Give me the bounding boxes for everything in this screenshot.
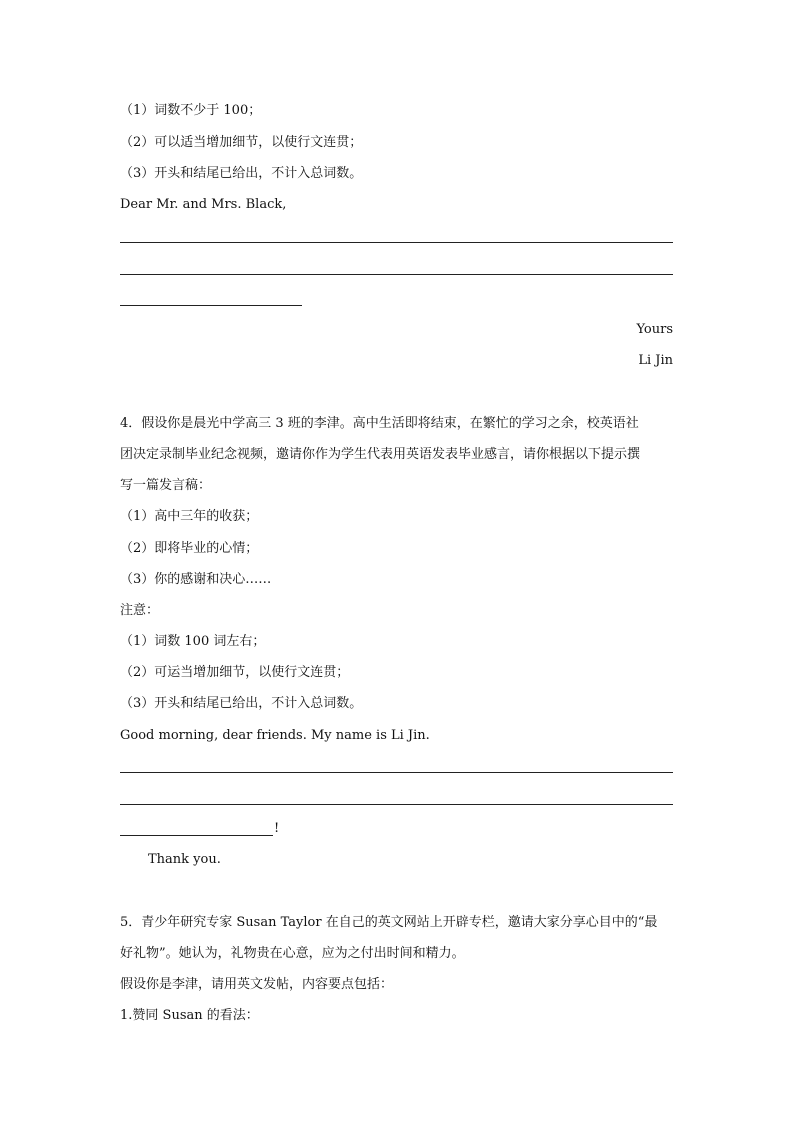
question-5-prompt-line-1: 5．青少年研究专家 Susan Taylor 在自己的英文网站上开辟专栏，邀请大家分享心目中的“最 xyxy=(120,915,658,930)
requirement-3: （3）开头和结尾已给出，不计入总词数。 xyxy=(120,696,363,711)
requirement-1: （1）词数不少于 100； xyxy=(120,103,262,118)
requirement-2: （2）可运当增加细节，以使行文连贯； xyxy=(120,665,350,680)
answer-line-short[interactable] xyxy=(120,305,302,306)
closing-signature: Li Jin xyxy=(638,353,673,368)
requirement-1: （1）词数 100 词左右； xyxy=(120,634,266,649)
content-point-3: （3）你的感谢和决心…… xyxy=(120,572,272,587)
content-point-1: （1）高中三年的收获； xyxy=(120,509,259,524)
question-4-prompt-line-2: 团决定录制毕业纪念视频，邀请你作为学生代表用英语发表毕业感言，请你根据以下提示撰 xyxy=(120,447,641,462)
answer-line[interactable] xyxy=(120,274,673,275)
speech-opening: Good morning, dear friends. My name is Li Jin. xyxy=(120,728,430,743)
answer-line-short[interactable] xyxy=(120,835,273,836)
content-point-1: 1.赞同 Susan 的看法： xyxy=(120,1008,259,1023)
speech-closing: Thank you. xyxy=(148,852,221,867)
closing-yours: Yours xyxy=(636,322,673,337)
question-5-prompt-line-3: 假设你是李津，请用英文发帖，内容要点包括： xyxy=(120,977,394,992)
letter-opening: Dear Mr. and Mrs. Black, xyxy=(120,197,287,212)
answer-line[interactable] xyxy=(120,772,673,773)
question-5-prompt-line-2: 好礼物”。她认为，礼物贵在心意，应为之付出时间和精力。 xyxy=(120,946,465,961)
answer-line[interactable] xyxy=(120,242,673,243)
requirement-2: （2）可以适当增加细节，以使行文连贯； xyxy=(120,135,363,150)
content-point-2: （2）即将毕业的心情； xyxy=(120,541,259,556)
requirement-3: （3）开头和结尾已给出，不计入总词数。 xyxy=(120,166,363,181)
line-end-exclamation: ! xyxy=(274,821,280,836)
question-4-prompt-line-3: 写一篇发言稿： xyxy=(120,478,212,493)
answer-line[interactable] xyxy=(120,804,673,805)
question-4-prompt-line-1: 4．假设你是晨光中学高三 3 班的李津。高中生活即将结束，在繁忙的学习之余，校英语社 xyxy=(120,416,639,431)
note-title: 注意： xyxy=(120,603,160,618)
